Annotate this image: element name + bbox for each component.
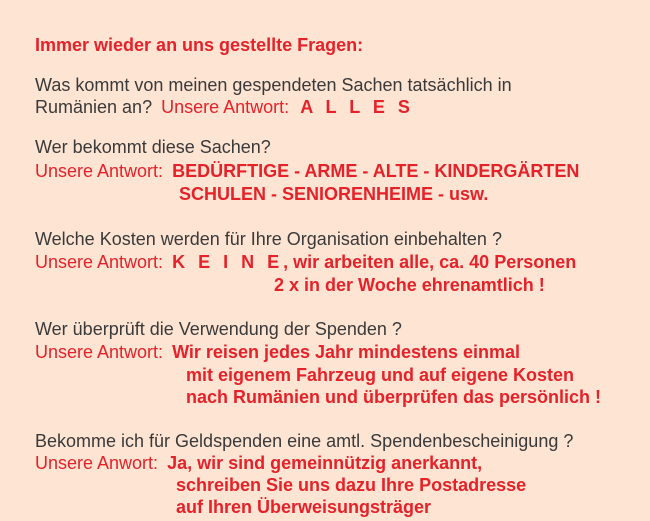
answer-4-line-1: Wir reisen jedes Jahr mindestens einmal	[172, 342, 521, 362]
page-title: Immer wieder an uns gestellte Fragen:	[35, 35, 364, 55]
answer-1: A L L E S	[300, 97, 414, 117]
answer-label-5: Unsere Anwort:	[35, 453, 159, 473]
answer-3-line-2: 2 x in der Woche ehrenamtlich !	[274, 275, 545, 295]
answer-5-line-1: Ja, wir sind gemeinnützig anerkannt,	[167, 453, 483, 473]
answer-label-3: Unsere Antwort:	[35, 252, 164, 272]
answer-3-row	[35, 251, 576, 273]
question-5: Bekomme ich für Geldspenden eine amtl. Spendenbescheinigung ?	[35, 431, 574, 451]
answer-4-line-3: nach Rumänien und überprüfen das persönlich !	[186, 387, 602, 407]
answer-2-line-2: SCHULEN - SENIORENHEIME - usw.	[179, 184, 489, 204]
answer-label-1: Unsere Antwort:	[161, 97, 290, 117]
question-2: Wer bekommt diese Sachen?	[35, 137, 271, 157]
answer-label-2: Unsere Antwort:	[35, 161, 164, 181]
question-1-text: Rumänien an?	[35, 97, 153, 117]
answer-5-line-3: auf Ihren Überweisungsträger	[176, 497, 432, 517]
question-1-line-1: Was kommt von meinen gespendeten Sachen tatsächlich in	[35, 75, 512, 95]
answer-3-keine: K E I N E	[172, 252, 284, 272]
answer-5-line-2: schreiben Sie uns dazu Ihre Postadresse	[176, 475, 527, 495]
answer-4-row	[35, 341, 520, 363]
answer-2-row	[35, 160, 579, 182]
question-4: Wer überprüft die Verwendung der Spenden ?	[35, 319, 402, 339]
answer-label-4: Unsere Antwort:	[35, 342, 164, 362]
question-3: Welche Kosten werden für Ihre Organisation einbehalten ?	[35, 229, 502, 249]
answer-3-line-1: , wir arbeiten alle, ca. 40 Personen	[283, 252, 577, 272]
answer-4-line-2: mit eigenem Fahrzeug und auf eigene Kosten	[186, 365, 575, 385]
answer-5-row	[35, 452, 482, 474]
question-1-line-2	[35, 96, 414, 118]
answer-2-line-1: BEDÜRFTIGE - ARME - ALTE - KINDERGÄRTEN	[172, 161, 580, 181]
